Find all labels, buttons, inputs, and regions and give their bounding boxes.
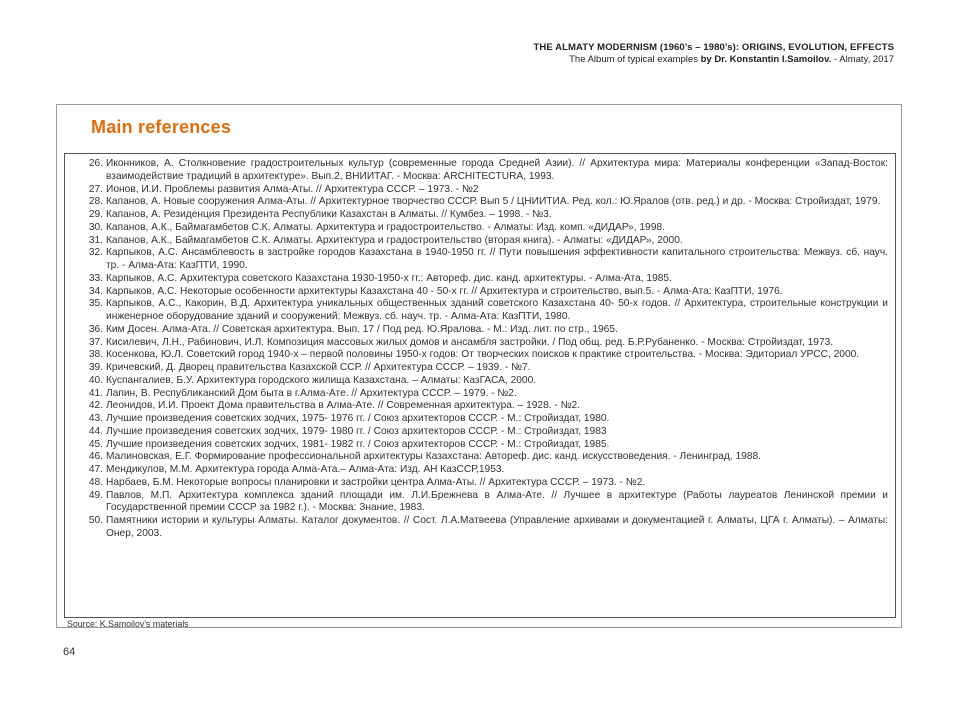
reference-item bbox=[84, 375, 888, 388]
reference-number: 48. bbox=[88, 476, 103, 488]
reference-text: Кричевский, Д. Дворец правительства Казахской ССР. // Архитектура СССР. – 1939. - №7. bbox=[106, 362, 531, 373]
reference-item bbox=[84, 298, 888, 324]
reference-text: Карпыков, А.С. Ансамблевость в застройке городов Казахстана в 1940-1950 гг. // Пути повышения эффективности капитального строительства: Межвуз. сб. науч. тр. - Алма-Ата: КазПТИ, 1990. bbox=[106, 247, 888, 271]
header-album-label: The Album of typical examples bbox=[569, 54, 701, 65]
reference-number: 46. bbox=[88, 451, 103, 463]
reference-item bbox=[84, 388, 888, 401]
reference-number: 27. bbox=[88, 183, 103, 195]
reference-item bbox=[84, 426, 888, 439]
reference-item bbox=[84, 439, 888, 452]
reference-text: Ким Досен. Алма-Ата. // Советская архитектура. Вып. 17 / Под ред. Ю.Яралова. - М.: Изд. лит. по стр., 1965. bbox=[106, 323, 618, 335]
reference-item bbox=[84, 184, 888, 197]
reference-item bbox=[84, 209, 888, 222]
reference-text: Лучшие произведения советских зодчих, 1979- 1980 гг. / Союз архитекторов СССР. - М.: Стройиздат, 1983 bbox=[106, 425, 607, 437]
reference-number: 39. bbox=[88, 362, 103, 373]
reference-item bbox=[84, 273, 888, 286]
reference-item bbox=[84, 286, 888, 299]
header-title: THE ALMATY MODERNISM (1960’s – 1980’s): ORIGINS, EVOLUTION, EFFECTS bbox=[533, 42, 894, 53]
reference-item bbox=[84, 477, 888, 490]
reference-number: 28. bbox=[88, 196, 103, 208]
reference-number: 44. bbox=[88, 425, 103, 437]
reference-text: Ионов, И.И. Проблемы развития Алма-Аты. // Архитектура СССР. – 1973. - №2 bbox=[106, 183, 479, 195]
reference-text: Памятники истории и культуры Алматы. Каталог документов. // Сост. Л.А.Матвеева (Управление архивами и документацией г. Алматы, ЦГА г. Алматы). – Алматы: Онер, 2003. bbox=[106, 515, 888, 539]
reference-item bbox=[84, 196, 888, 209]
reference-number: 40. bbox=[88, 374, 103, 386]
reference-item bbox=[84, 515, 888, 541]
reference-number: 41. bbox=[88, 387, 103, 399]
reference-text: Лапин, В. Республиканский Дом быта в г.Алма-Ате. // Архитектура СССР. – 1979. - №2. bbox=[106, 387, 517, 399]
header-place-year: - Almaty, 2017 bbox=[831, 54, 894, 65]
document-header bbox=[533, 42, 894, 66]
reference-number: 50. bbox=[88, 515, 103, 526]
reference-item bbox=[84, 413, 888, 426]
reference-text: Карпыков, А.С. Некоторые особенности архитектуры Казахстана 40 - 50-х гг. // Архитектура и строительство, вып.5. - Алма-Ата: КазПТИ, 1976. bbox=[106, 285, 783, 297]
reference-item bbox=[84, 158, 888, 184]
reference-text: Леонидов, И.И. Проект Дома правительства в Алма-Ате. // Современная архитектура. – 1928. - №2. bbox=[106, 400, 581, 412]
reference-text: Капанов, А. Резиденция Президента Республики Казахстан в Алматы. // Кумбез. – 1998. - №3. bbox=[106, 209, 552, 220]
header-subtitle bbox=[533, 54, 894, 66]
reference-item bbox=[84, 400, 888, 413]
reference-item bbox=[84, 464, 888, 477]
reference-number: 47. bbox=[88, 464, 103, 475]
header-author: by Dr. Konstantin I.Samoilov. bbox=[700, 54, 832, 65]
reference-number: 45. bbox=[88, 438, 103, 450]
reference-item bbox=[84, 235, 888, 248]
source-note: Source: K.Samoilov’s materials bbox=[67, 619, 189, 629]
reference-number: 31. bbox=[88, 234, 103, 246]
reference-item bbox=[84, 451, 888, 464]
reference-item bbox=[84, 324, 888, 337]
reference-number: 34. bbox=[88, 285, 103, 297]
reference-text: Капанов, А. Новые сооружения Алма-Аты. // Архитектурное творчество СССР. Вып 5 / ЦНИИТИА. Ред. кол.: Ю.Яралов (отв. ред.) и др. - Москва: Стройиздат, 1979. bbox=[106, 196, 881, 208]
reference-text: Капанов, А.К., Баймагамбетов С.К. Алматы. Архитектура и градостроительство. - Алматы: Изд. комп. «ДИДАР», 1998. bbox=[106, 221, 665, 233]
reference-number: 36. bbox=[88, 323, 103, 335]
reference-number: 42. bbox=[88, 400, 103, 412]
reference-item bbox=[84, 337, 888, 350]
reference-item bbox=[84, 247, 888, 273]
page-number: 64 bbox=[63, 646, 76, 658]
references-list bbox=[84, 158, 888, 541]
reference-number: 43. bbox=[88, 413, 103, 424]
reference-text: Капанов, А.К., Баймагамбетов С.К. Алматы. Архитектура и градостроительство (вторая книга). - Алматы: «ДИДАР», 2000. bbox=[106, 234, 683, 246]
reference-text: Нарбаев, Б.М. Некоторые вопросы планировки и застройки центра Алма-Аты. // Архитектура СССР. – 1973. - №2. bbox=[106, 476, 646, 488]
reference-item bbox=[84, 362, 888, 375]
reference-number: 38. bbox=[88, 349, 103, 361]
reference-item bbox=[84, 222, 888, 235]
reference-text: Мендикулов, М.М. Архитектура города Алма-Ата.– Алма-Ата: Изд. АН КазССР,1953. bbox=[106, 464, 505, 475]
reference-text: Косенкова, Ю.Л. Советский город 1940-х – первой половины 1950-х годов: От творческих поисков к практике строительства. - Москва: Эдиториал УРСС, 2000. bbox=[106, 349, 860, 361]
reference-number: 37. bbox=[88, 336, 103, 348]
reference-text: Кисилевич, Л.Н., Рабинович, И.Л. Композиция массовых жилых домов и ансамбля застройки. / Под общ. ред. Б.Р.Рубаненко. - Москва: Стройиздат, 1973. bbox=[106, 336, 834, 348]
reference-number: 35. bbox=[88, 298, 103, 310]
reference-text: Малиновская, Е.Г. Формирование профессиональной архитектуры Казахстана: Автореф. дис. канд. искусствоведения. - Ленинград, 1988. bbox=[106, 451, 761, 463]
reference-text: Карпыков, А.С., Какорин, В.Д. Архитектура уникальных общественных зданий советского Казахстана 40- 50-х годов. // Архитектура, строительные конструкции и инженерное оборудование зданий и сооружений: Межвуз. сб. науч. тр. - Алма-Ата: КазПТИ, 1980. bbox=[106, 298, 888, 322]
reference-number: 30. bbox=[88, 221, 103, 233]
reference-text: Иконников, А. Столкновение градостроительных культур (современные города Средней Азии). // Архитектура мира: Материалы конференции «Запад-Восток: взаимодействие традиций в архитектуре». Вып.2, ВНИИТАГ. - Москва: ARCHITECTURA, 1993. bbox=[106, 158, 888, 182]
section-title: Main references bbox=[91, 117, 232, 137]
reference-number: 33. bbox=[88, 272, 103, 284]
reference-item bbox=[84, 349, 888, 362]
reference-number: 49. bbox=[88, 489, 103, 501]
reference-text: Куспангалиев, Б.У. Архитектура городского жилища Казахстана. – Алматы: КазГАСА, 2000. bbox=[106, 374, 537, 386]
reference-number: 32. bbox=[88, 247, 103, 259]
reference-item bbox=[84, 490, 888, 516]
reference-text: Карпыков, А.С. Архитектура советского Казахстана 1930-1950-х гг.: Автореф. дис. канд. архитектуры. - Алма-Ата, 1985. bbox=[106, 272, 672, 284]
reference-number: 29. bbox=[88, 209, 103, 220]
reference-number: 26. bbox=[88, 158, 103, 169]
reference-text: Лучшие произведения советских зодчих, 1981- 1982 гг. / Союз архитекторов СССР. - М.: Стройиздат, 1985. bbox=[106, 438, 610, 450]
reference-text: Павлов, М.П. Архитектура комплекса зданий площади им. Л.И.Брежнева в Алма-Ате. // Лучшее в архитектуре (Работы лауреатов Ленинской премии и Государственной премии СССР за 1982 г.). - Москва: Знание, 1983. bbox=[106, 489, 888, 514]
reference-text: Лучшие произведения советских зодчих, 1975- 1976 гг. / Союз архитекторов СССР. - М.: Стройиздат, 1980. bbox=[106, 413, 610, 424]
